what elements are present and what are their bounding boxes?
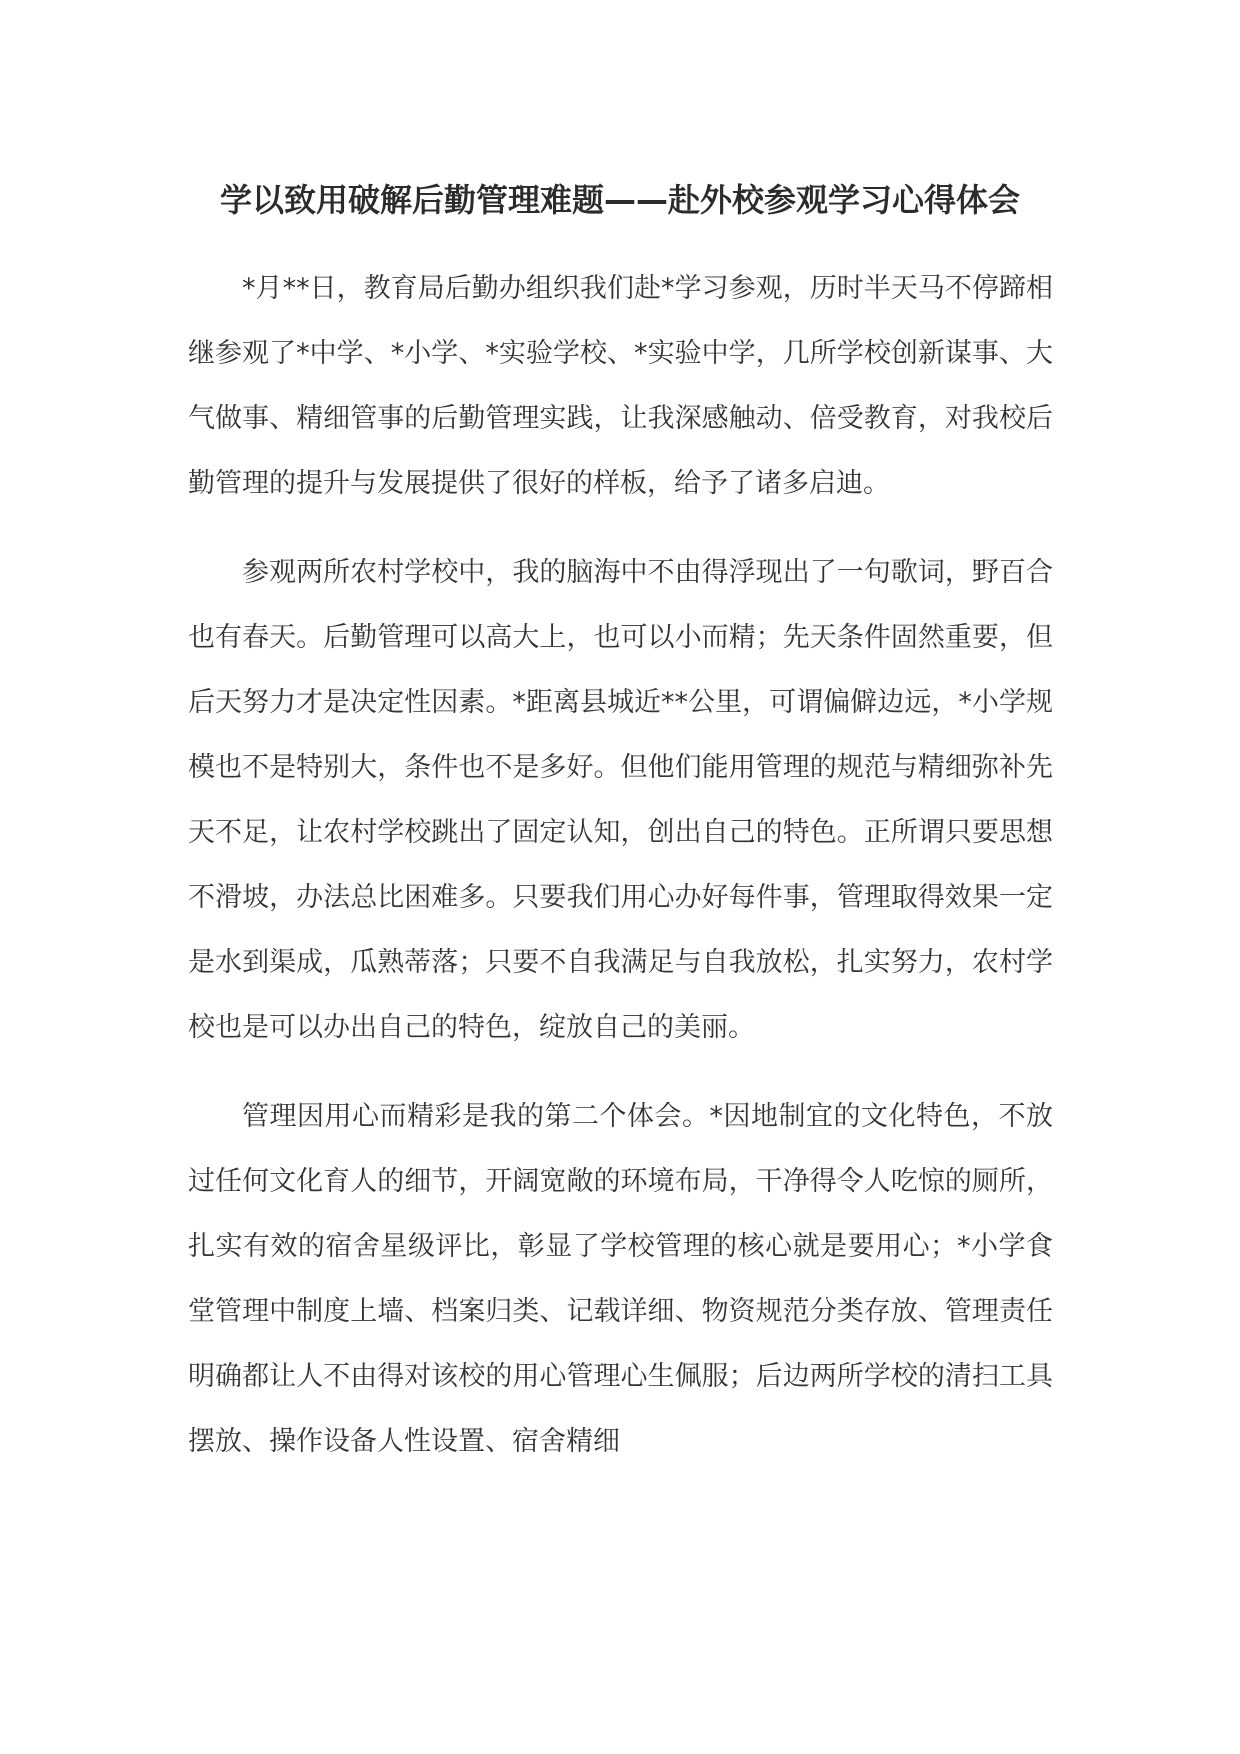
- paragraph-2: 参观两所农村学校中，我的脑海中不由得浮现出了一句歌词，野百合也有春天。后勤管理可以高大上，也可以小而精；先天条件固然重要，但后天努力才是决定性因素。*距离县城近**公里，可谓偏僻边远，*小学规模也不是特别大，条件也不是多好。但他们能用管理的规范与精细弥补先天不足，让农村学校跳出了固定认知，创出自己的特色。正所谓只要思想不滑坡，办法总比困难多。只要我们用心办好每件事，管理取得效果一定是水到渠成，瓜熟蒂落；只要不自我满足与自我放松，扎实努力，农村学校也是可以办出自己的特色，绽放自己的美丽。: [188, 557, 1053, 1043]
- document-title: 学以致用破解后勤管理难题——赴外校参观学习心得体会: [219, 181, 1020, 219]
- document-body: [188, 256, 1053, 1498]
- paragraph-3: 管理因用心而精彩是我的第二个体会。*因地制宜的文化特色，不放过任何文化育人的细节，开阔宽敞的环境布局，干净得令人吃惊的厕所，扎实有效的宿舍星级评比，彰显了学校管理的核心就是要用心；*小学食堂管理中制度上墙、档案归类、记载详细、物资规范分类存放、管理责任明确都让人不由得对该校的用心管理心生佩服；后边两所学校的清扫工具摆放、操作设备人性设置、宿舍精细: [188, 1101, 1053, 1457]
- paragraph-1: *月**日，教育局后勤办组织我们赴*学习参观，历时半天马不停蹄相继参观了*中学、*小学、*实验学校、*实验中学，几所学校创新谋事、大气做事、精细管事的后勤管理实践，让我深感触动、倍受教育，对我校后勤管理的提升与发展提供了很好的样板，给予了诸多启迪。: [188, 273, 1053, 499]
